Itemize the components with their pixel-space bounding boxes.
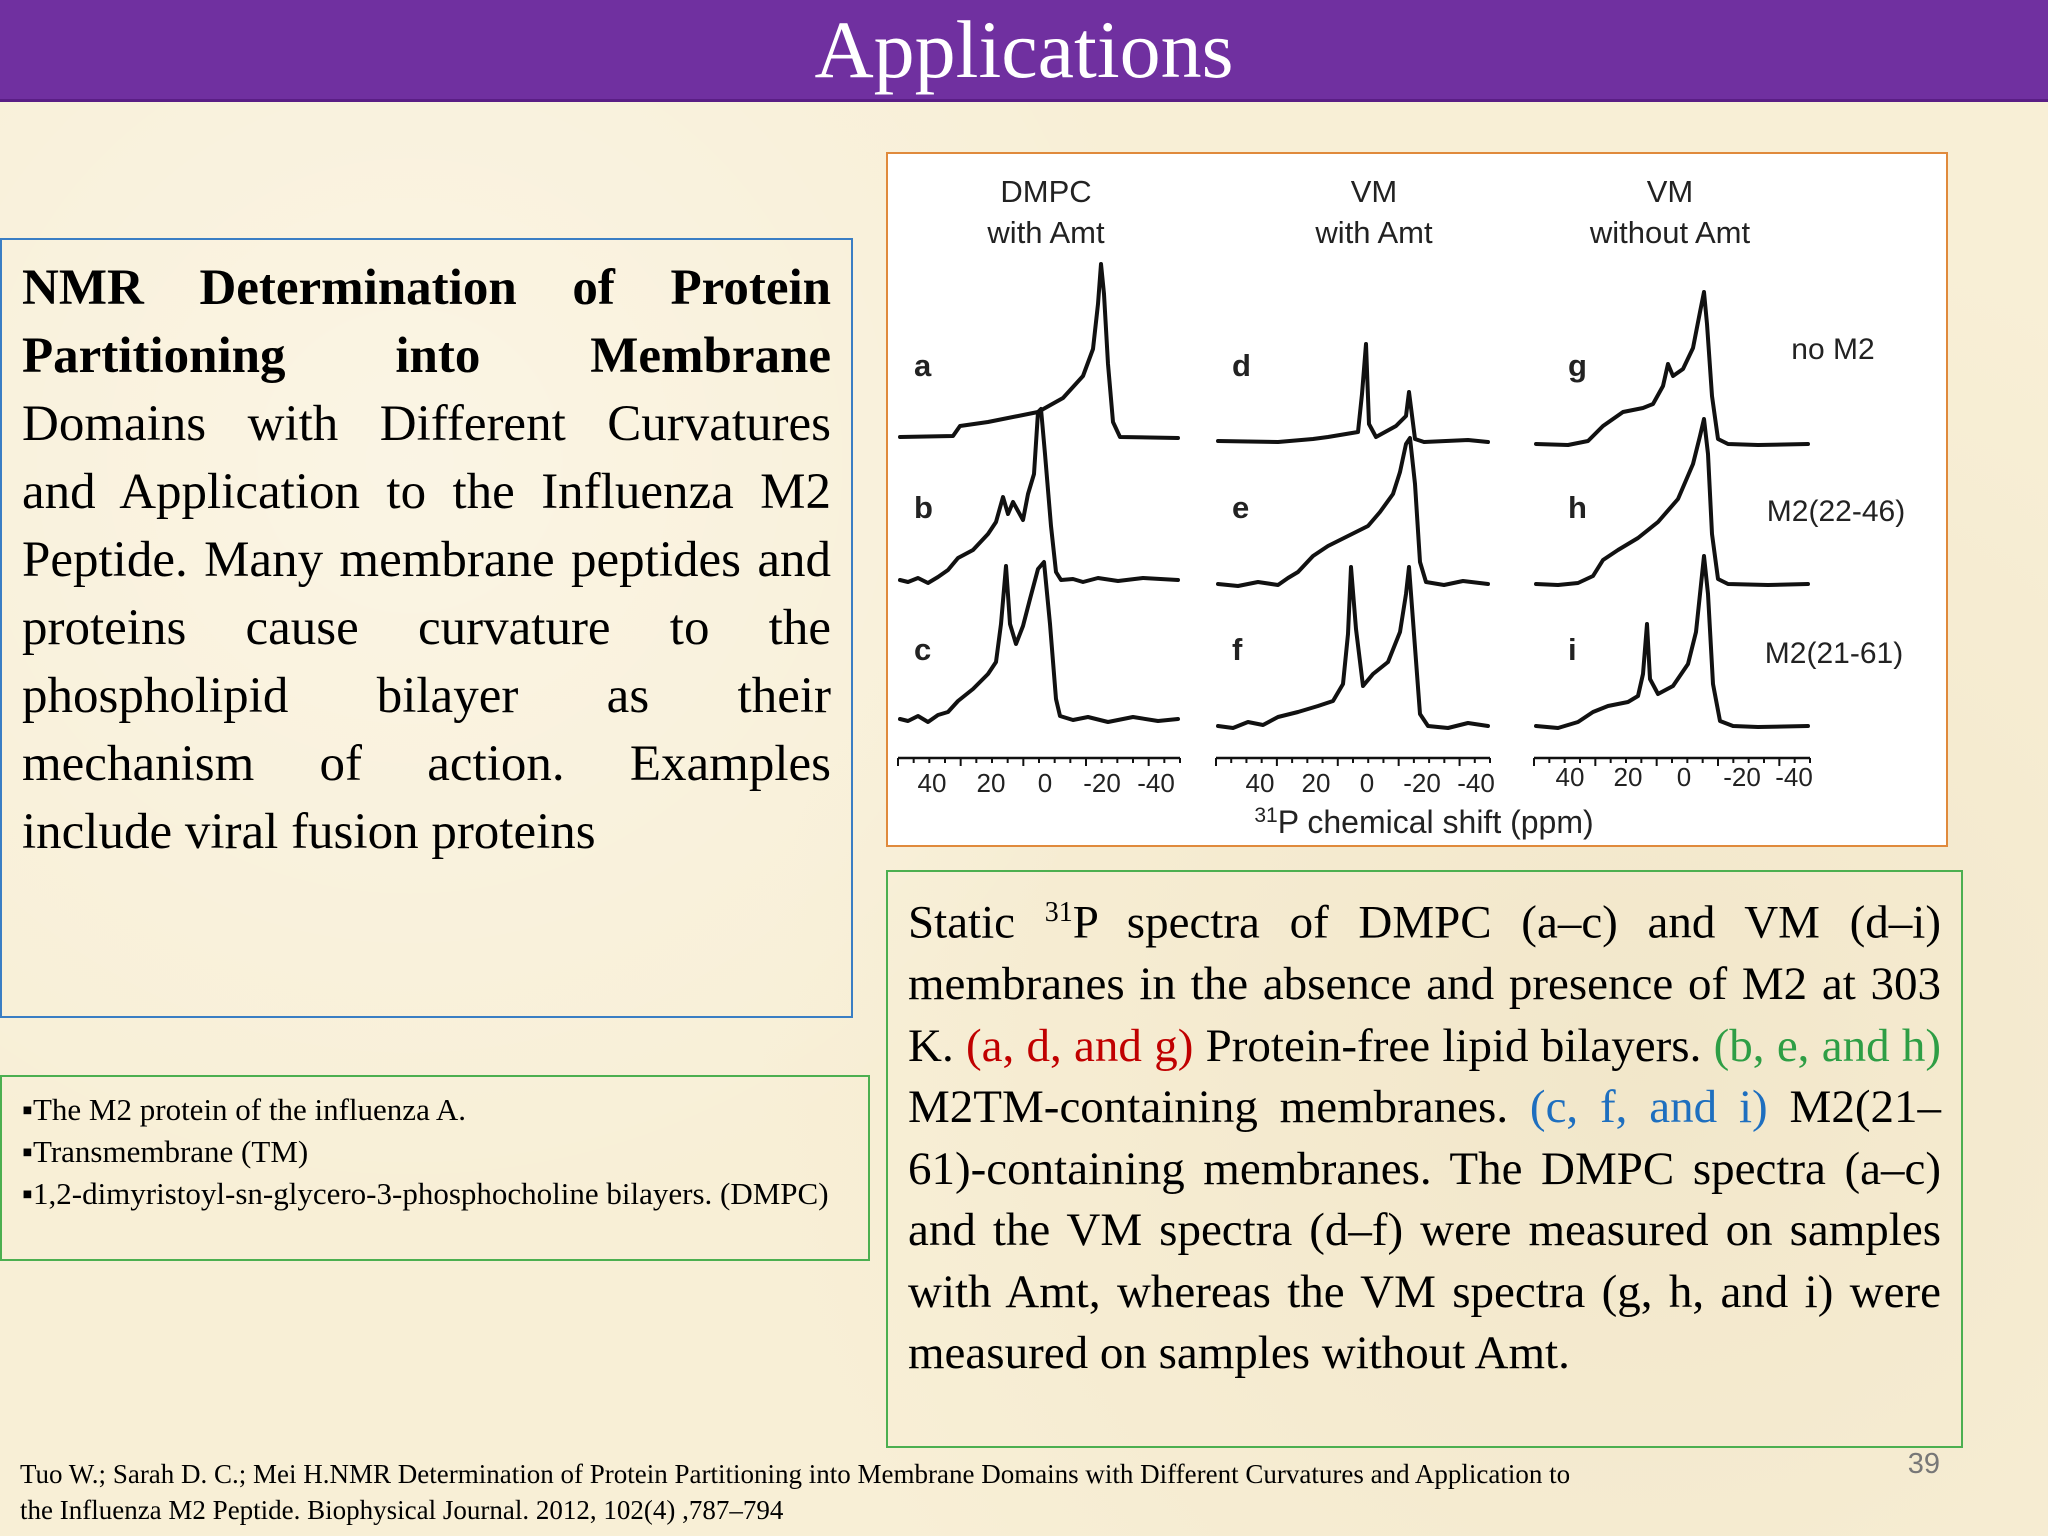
panel-letter: a <box>914 348 932 383</box>
spectrum-d <box>1218 344 1488 442</box>
tick-label: 20 <box>1613 762 1643 792</box>
page-number: 39 <box>1907 1448 1940 1480</box>
tick-label: 40 <box>1245 768 1275 798</box>
spectrum-e <box>1218 438 1488 586</box>
column-header: with Amt <box>987 215 1105 250</box>
notes-box <box>0 1075 870 1261</box>
row-label: no M2 <box>1791 333 1875 366</box>
tick-label: -40 <box>1137 768 1175 798</box>
summary-box <box>0 238 853 1018</box>
spectrum-f <box>1218 567 1488 728</box>
tick-label: 40 <box>917 768 947 798</box>
tick-label: 20 <box>976 768 1006 798</box>
column-header: VM <box>1350 174 1398 209</box>
nmr-spectra-figure <box>886 152 1948 847</box>
tick-label: -20 <box>1723 762 1761 792</box>
caption-superscript: 31 <box>1044 897 1073 928</box>
spectrum-c <box>900 562 1178 722</box>
panel-letter: c <box>914 632 932 667</box>
note-item: ▪The M2 protein of the influenza A. <box>22 1092 467 1127</box>
tick-label: 40 <box>1555 762 1585 792</box>
note-item: ▪Transmembrane (TM) <box>22 1134 309 1169</box>
tick-label: 0 <box>1037 768 1053 798</box>
panel-letter: f <box>1232 632 1243 667</box>
citation: Tuo W.; Sarah D. C.; Mei H.NMR Determination of Protein Partitioning into Membrane Domains with Different Curvatures and Application to the Influenza M2 Peptide. Biophysical Journal. 2012, 102(4) ,787–794 <box>20 1459 1571 1525</box>
summary-body: Domains with Different Curvatures and Application to the Influenza M2 Peptide. Many membrane peptides and proteins cause curvature to the phospholipid bilayer as their mechanism of action. Examples include viral fusion proteins <box>22 396 831 860</box>
tick-label: -20 <box>1403 768 1441 798</box>
panel-letter: g <box>1568 348 1587 383</box>
title-bar <box>0 0 2048 102</box>
panel-letter: h <box>1568 490 1587 525</box>
column-header: VM <box>1646 174 1694 209</box>
tick-label: 20 <box>1301 768 1331 798</box>
tick-label: -40 <box>1457 768 1495 798</box>
tick-label: 0 <box>1676 762 1692 792</box>
summary-bold-lead: NMR Determination of Protein Partitioning into Membrane <box>22 260 831 384</box>
figure-caption: Static $^{31}$P spectra of DMPC (a–c) and VM (d–i) membranes in the absence and presence of M2 at 303 K. (a, d, and g) Protein-free lipid bilayers. (b, e, and h) M2TM-containing membranes. (c, f, and i) M2(21–61)-containing membranes. The DMPC spectra (a–c) and the VM spectra (d–f) were measured on samples with Amt, whereas the VM spectra (g, h, and i) were measured on samples without Amt. <box>886 870 1963 1448</box>
column-header: with Amt <box>1315 215 1433 250</box>
panel-letter: d <box>1232 348 1251 383</box>
note-item: ▪1,2-dimyristoyl-sn-glycero-3-phosphocholine bilayers. (DMPC) <box>22 1176 829 1211</box>
caption-green-highlight: (b, e, and h) <box>1713 1019 1942 1072</box>
panel-letter: i <box>1568 632 1577 667</box>
panel-letter: e <box>1232 490 1250 525</box>
tick-label: 0 <box>1359 768 1375 798</box>
slide-title: Applications <box>814 3 1234 95</box>
caption-red-highlight: (a, d, and g) <box>965 1019 1194 1072</box>
panel-letter: b <box>914 490 933 525</box>
x-axis-title: $^{31}$P chemical shift (ppm) <box>1254 804 1594 840</box>
tick-label: -20 <box>1083 768 1121 798</box>
column-header: without Amt <box>1589 215 1751 250</box>
tick-label: -40 <box>1775 762 1813 792</box>
caption-blue-highlight: (c, f, and i) <box>1529 1081 1768 1134</box>
column-header: DMPC <box>1000 174 1092 209</box>
row-label: M2(21-61) <box>1764 637 1904 670</box>
row-label: M2(22-46) <box>1766 495 1906 528</box>
